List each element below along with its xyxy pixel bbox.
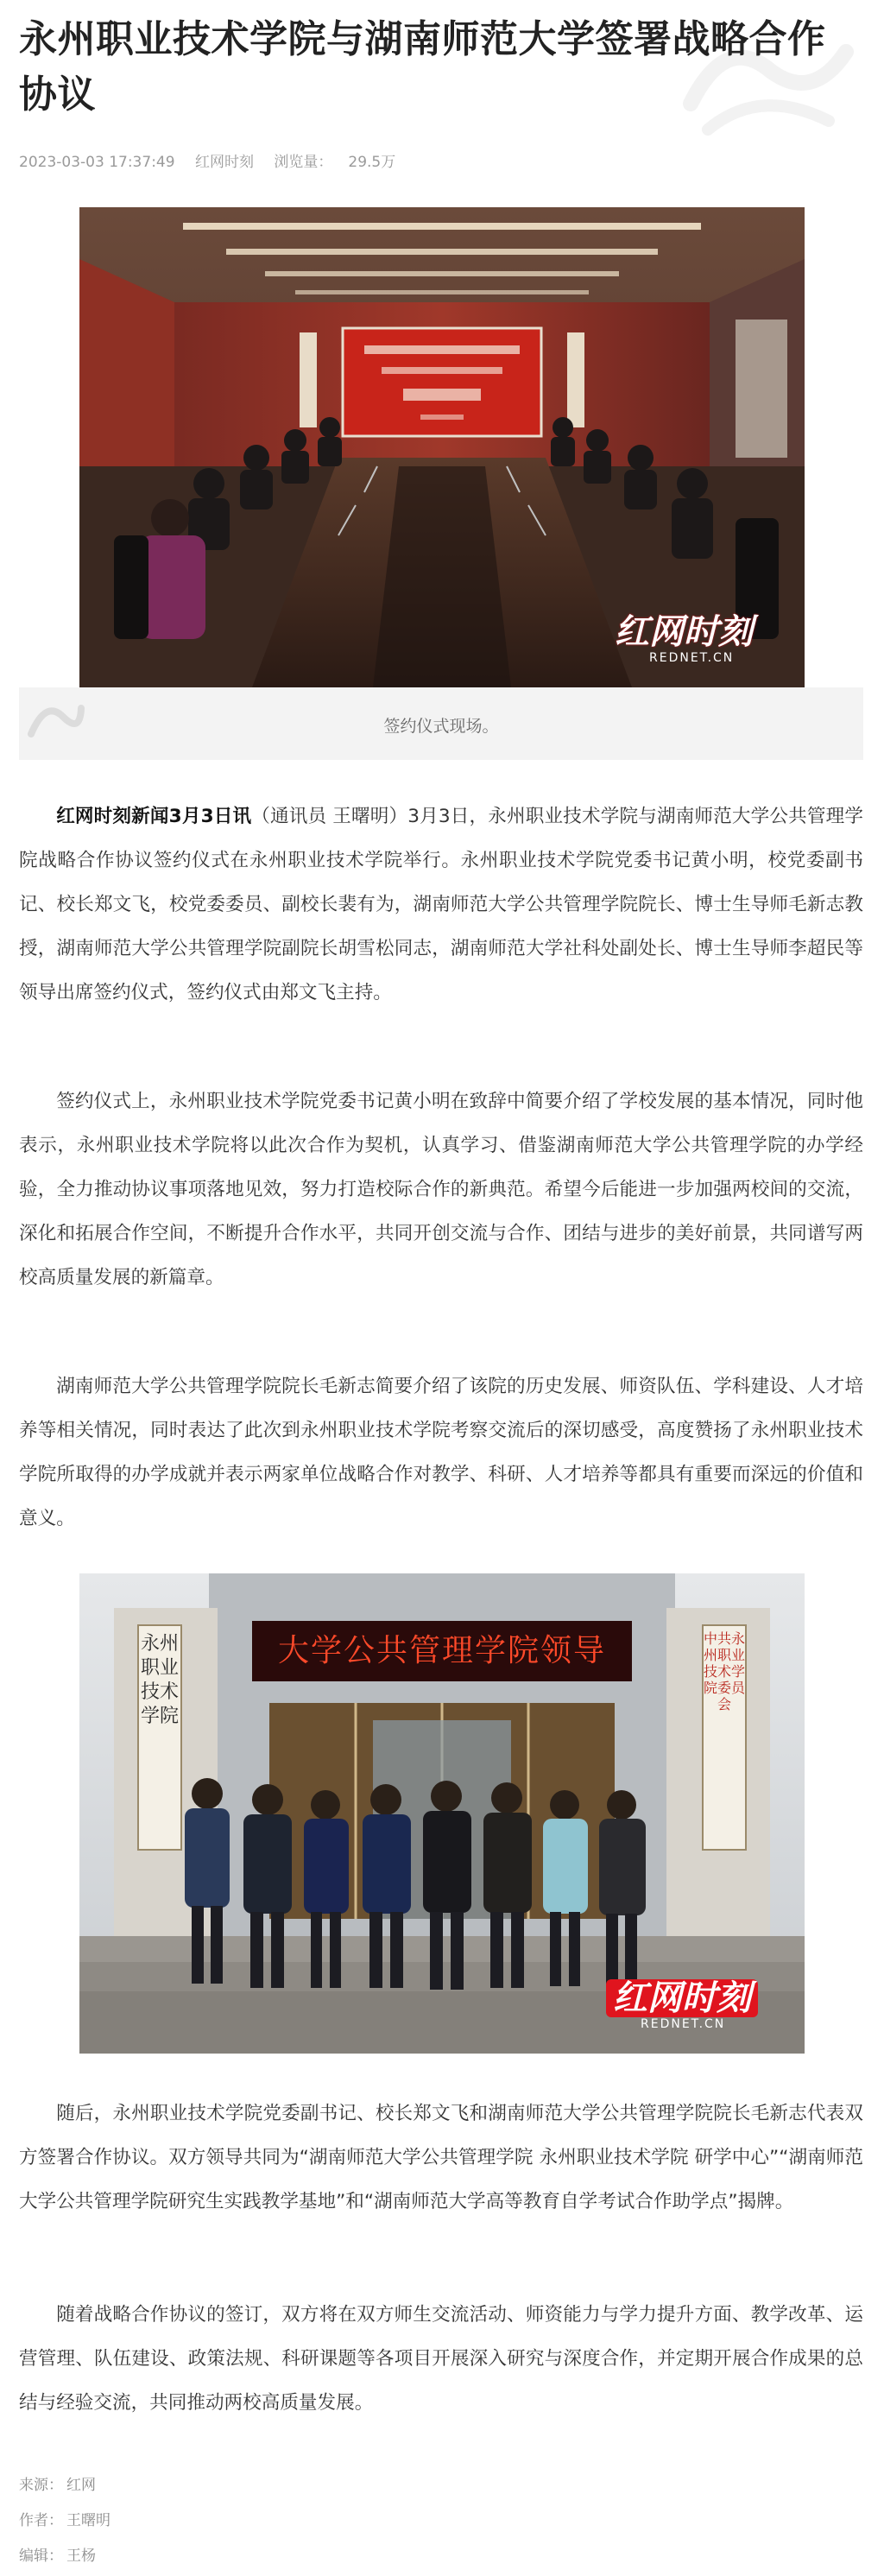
- view-count-value: 29.5万: [348, 154, 396, 171]
- source-channel: 红网时刻: [194, 154, 254, 171]
- rednet-site-text-2: REDNET.CN: [641, 2017, 726, 2031]
- right-plaque-text: 中共永州职业技术学院委员会: [703, 1630, 745, 1712]
- footer-editor-label: 编辑：: [19, 2548, 63, 2565]
- photo-caption: 签约仪式现场。: [383, 717, 499, 736]
- rednet-brand-text-2: 红网时刻: [606, 1979, 758, 2017]
- paragraph-2: 签约仪式上，永州职业技术学院党委书记黄小明在致辞中简要介绍了学校发展的基本情况，同时他表示，永州职业技术学院将以此次合作为契机，认真学习、借鉴湖南师范大学公共管理学院的办学经验，全力推动协议事项落地见效，努力打造校际合作的新典范。希望今后能进一步加强两校间的交流，深化和拓展合作空间，不断提升合作水平，共同开创交流与合作、团结与进步的美好前景，共同谱写两校高质量发展的新篇章。: [19, 1091, 863, 1288]
- rednet-logo-overlay: [615, 613, 796, 674]
- footer-author-label: 作者：: [19, 2512, 63, 2529]
- led-banner-text: 大学公共管理学院领导: [277, 1633, 606, 1668]
- photo-caption-bar: [19, 687, 863, 760]
- footer-editor: [19, 2546, 96, 2567]
- left-plaque-text: 永州职业技术学院: [140, 1633, 179, 1727]
- footer-editor-value: 王杨: [66, 2548, 96, 2565]
- article-title: 永州职业技术学院与湖南师范大学签署战略合作协议: [19, 17, 826, 117]
- footer-author: [19, 2510, 110, 2531]
- group-photo: [79, 1573, 805, 2054]
- footer-source-value: 红网: [66, 2477, 96, 2494]
- publish-datetime: 2023-03-03 17:37:49: [19, 154, 175, 171]
- paragraph-1-body: （通讯员 王曙明）3月3日，永州职业技术学院与湖南师范大学公共管理学院战略合作协议签约仪式在永州职业技术学院举行。永州职业技术学院党委书记黄小明，校党委副书记、校长郑文飞，校党委委员、副校长裴有为，湖南师范大学公共管理学院院长、博士生导师毛新志教授，湖南师范大学公共管理学院副院长胡雪松同志，湖南师范大学社科处副处长、博士生导师李超民等领导出席签约仪式，签约仪式由郑文飞主持。: [19, 806, 863, 1003]
- article-meta: [19, 152, 848, 173]
- footer-source-label: 来源：: [19, 2477, 63, 2494]
- paragraph-5: 随着战略合作协议的签订，双方将在双方师生交流活动、师资能力与学力提升方面、教学改革、运营管理、队伍建设、政策法规、科研课题等各项目开展深入研究与深度合作，并定期开展合作成果的总结与经验交流，共同推动两校高质量发展。: [19, 2304, 863, 2414]
- rednet-brand-text: 红网时刻: [615, 612, 753, 652]
- view-count-label: 浏览量：: [274, 154, 333, 171]
- rednet-logo-overlay-2: [606, 1979, 796, 2040]
- footer-author-value: 王曙明: [66, 2512, 110, 2529]
- view-count: [274, 154, 411, 171]
- paragraph-1: [19, 794, 863, 1015]
- paragraph-3: 湖南师范大学公共管理学院院长毛新志简要介绍了该院的历史发展、师资队伍、学科建设、人才培养等相关情况，同时表达了此次到永州职业技术学院考察交流后的深切感受，高度赞扬了永州职业技术学院所取得的办学成就并表示两家单位战略合作对教学、科研、人才培养等都具有重要而深远的价值和意义。: [19, 1376, 863, 1529]
- news-lead: 红网时刻新闻3月3日讯: [56, 806, 252, 827]
- paragraph-4: 随后，永州职业技术学院党委副书记、校长郑文飞和湖南师范大学公共管理学院院长毛新志代表双方签署合作协议。双方领导共同为“湖南师范大学公共管理学院 永州职业技术学院 研学中心”“湖南师范大学公共管理学院研究生实践教学基地”和“湖南师范大学高等教育自学考试合作助学点”揭牌。: [19, 2103, 863, 2212]
- rednet-site-text: REDNET.CN: [649, 651, 735, 665]
- footer-source: [19, 2475, 96, 2496]
- signing-ceremony-photo: [79, 207, 805, 687]
